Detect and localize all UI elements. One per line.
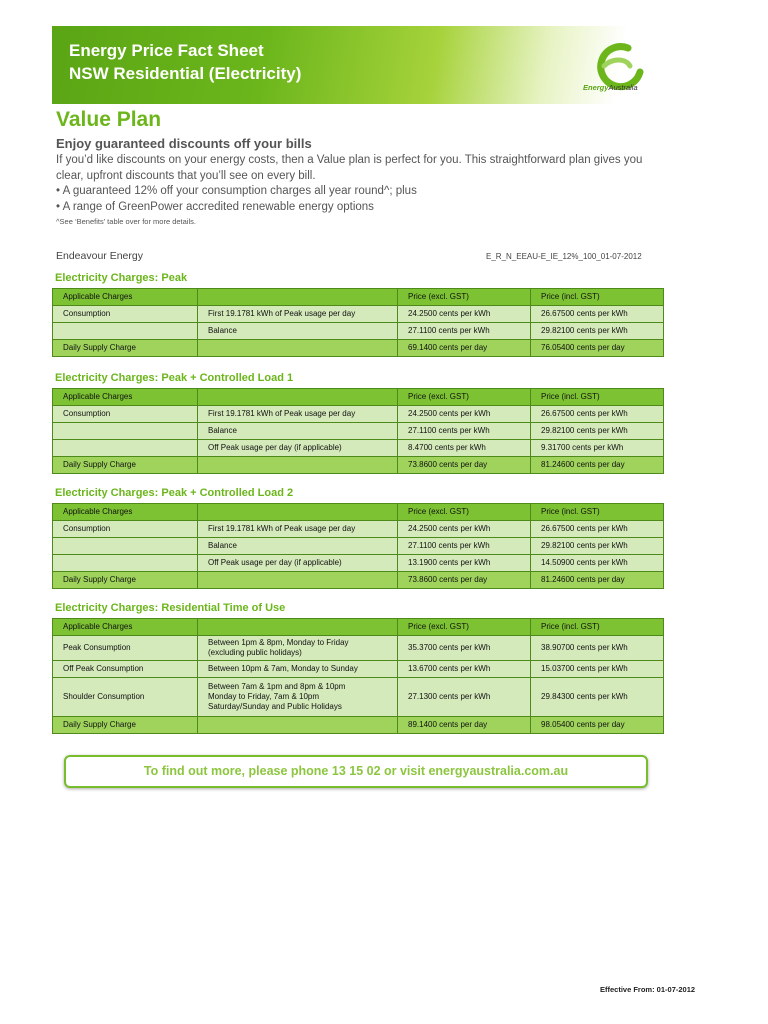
table-row: Off Peak usage per day (if applicable) 8.4700 cents per kWh 9.31700 cents per kWh [53, 440, 664, 457]
table-row: Balance 27.1100 cents per kWh 29.82100 cents per kWh [53, 538, 664, 555]
table-row: Off Peak Consumption Between 10pm & 7am, Monday to Sunday 13.6700 cents per kWh 15.03700 cents per kWh [53, 661, 664, 678]
sheet-title: Energy Price Fact Sheet NSW Residential (Electricity) [69, 41, 302, 83]
table-row: Peak Consumption Between 1pm & 8pm, Monday to Friday (excluding public holidays) 35.3700 cents per kWh 38.90700 cents per kWh [53, 636, 664, 661]
section-title-tou: Electricity Charges: Residential Time of Use [55, 602, 286, 614]
benefits-note: ^See ‘Benefits’ table over for more details. [56, 217, 196, 226]
plan-title: Value Plan [56, 108, 162, 131]
table-row: Balance 27.1100 cents per kWh 29.82100 cents per kWh [53, 323, 664, 340]
contact-callout: To find out more, please phone 13 15 02 or visit energyaustralia.com.au [64, 755, 648, 788]
peak-table [52, 288, 664, 357]
plan-description: If you’d like discounts on your energy costs, then a Value plan is perfect for you. This straightforward plan gives you clear, upfront discounts that you’ll see on every bill. • A guaranteed 12% off your consumption charges all year round^; plus • A range of GreenPower accredited renewable energy options [56, 154, 643, 213]
table-row: Off Peak usage per day (if applicable) 13.1900 cents per kWh 14.50900 cents per kWh [53, 555, 664, 572]
header-banner [52, 26, 665, 104]
table-row: Daily Supply Charge 73.8600 cents per day 81.24600 cents per day [53, 572, 664, 589]
table-header-row: Applicable Charges Price (excl. GST) Price (incl. GST) [53, 619, 664, 636]
table-row: Consumption First 19.1781 kWh of Peak usage per day 24.2500 cents per kWh 26.67500 cents per kWh [53, 521, 664, 538]
logo-wordmark: EnergyAustralia [583, 83, 638, 92]
table-row: Daily Supply Charge 73.8600 cents per day 81.24600 cents per day [53, 457, 664, 474]
plan-subtitle: Enjoy guaranteed discounts off your bills [56, 136, 312, 151]
section-title-peak: Electricity Charges: Peak [55, 272, 188, 284]
table-row: Balance 27.1100 cents per kWh 29.82100 cents per kWh [53, 423, 664, 440]
cl2-table [52, 503, 664, 589]
section-title-cl2: Electricity Charges: Peak + Controlled Load 2 [55, 487, 294, 499]
effective-date: Effective From: 01-07-2012 [600, 985, 696, 994]
table-header-row: Applicable Charges Price (excl. GST) Price (incl. GST) [53, 289, 664, 306]
cl1-table [52, 388, 664, 474]
tariff-code: E_R_N_EEAU-E_IE_12%_100_01-07-2012 [486, 252, 642, 261]
table-row: Consumption First 19.1781 kWh of Peak usage per day 24.2500 cents per kWh 26.67500 cents per kWh [53, 306, 664, 323]
table-row: Daily Supply Charge 89.1400 cents per day 98.05400 cents per day [53, 717, 664, 734]
tou-table [52, 618, 664, 734]
section-title-cl1: Electricity Charges: Peak + Controlled Load 1 [55, 372, 294, 384]
table-header-row: Applicable Charges Price (excl. GST) Price (incl. GST) [53, 504, 664, 521]
table-row: Consumption First 19.1781 kWh of Peak usage per day 24.2500 cents per kWh 26.67500 cents per kWh [53, 406, 664, 423]
distributor-name: Endeavour Energy [56, 250, 143, 262]
table-header-row: Applicable Charges Price (excl. GST) Price (incl. GST) [53, 389, 664, 406]
table-row: Daily Supply Charge 69.1400 cents per day 76.05400 cents per day [53, 340, 664, 357]
table-row: Shoulder Consumption Between 7am & 1pm and 8pm & 10pm Monday to Friday, 7am & 10pm Saturday/Sunday and Public Holidays 27.1300 cents per kWh 29.84300 cents per kWh [53, 678, 664, 717]
